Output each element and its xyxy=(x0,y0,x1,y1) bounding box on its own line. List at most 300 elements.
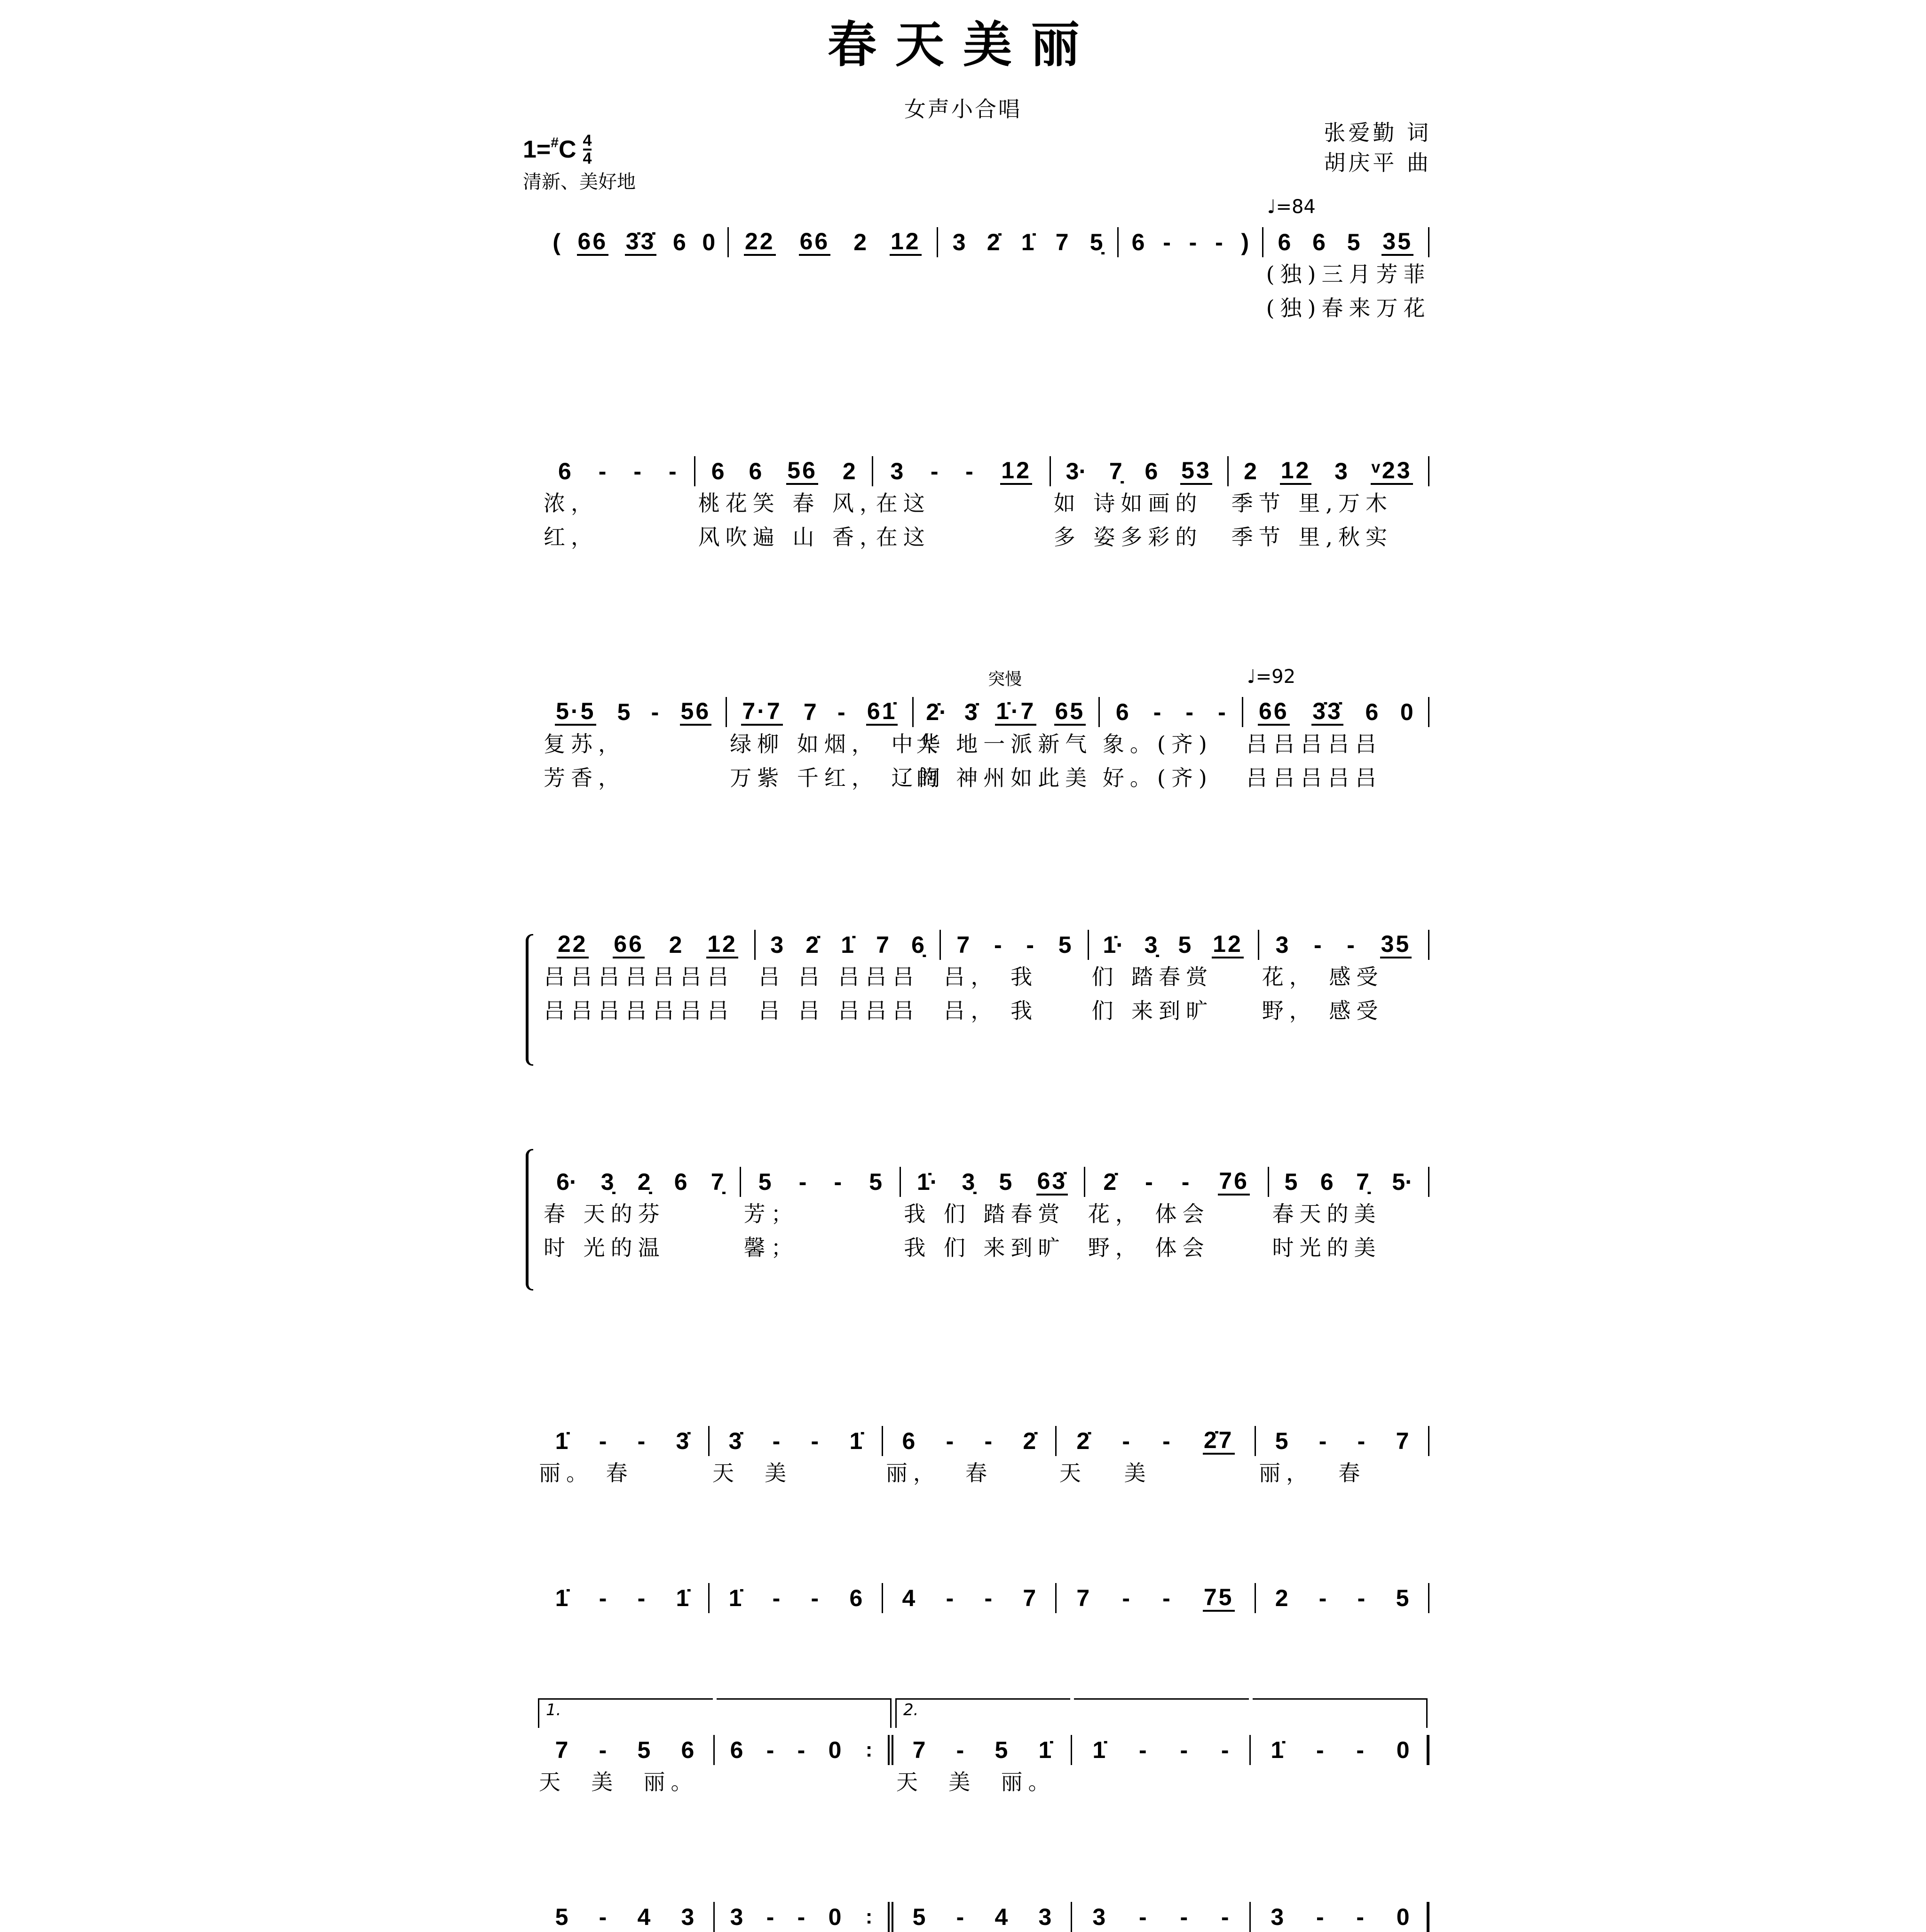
notes-row xyxy=(1251,1735,1429,1765)
notes-row xyxy=(1256,1583,1429,1613)
note: 7 xyxy=(803,699,817,725)
key-signature xyxy=(523,133,592,166)
lyric-verse-1 xyxy=(729,257,939,291)
note: - xyxy=(1153,699,1161,725)
note: 5 xyxy=(1178,932,1192,958)
lyric-verse-1 xyxy=(1251,1765,1429,1799)
measure xyxy=(1057,1426,1256,1490)
lyricist-credit: 张爱勤 词 xyxy=(1324,120,1431,145)
notes-row xyxy=(1119,227,1263,257)
lyric-verse-1: 丽， 春 xyxy=(885,1460,993,1486)
lyric-verse-1: 春 天的芬 xyxy=(544,1201,665,1227)
notes-row xyxy=(1229,456,1429,486)
note: ( xyxy=(553,229,560,255)
note: 6 xyxy=(1365,699,1379,725)
note: - xyxy=(1185,699,1194,725)
note: 66 xyxy=(799,229,831,256)
note: - xyxy=(766,1737,774,1763)
lyric-verse-2: 时 光的温 xyxy=(544,1235,665,1260)
note: 12 xyxy=(1280,458,1312,485)
lyric-verse-2: 们 来到旷 xyxy=(1091,998,1214,1023)
notes-row xyxy=(1089,930,1259,960)
lyric-verse-2: 吕， 我 xyxy=(943,998,1038,1023)
note: 7 xyxy=(1055,229,1069,255)
note: 6 xyxy=(681,1737,695,1763)
measure xyxy=(1256,1583,1429,1613)
note: 1̇ xyxy=(849,1428,863,1454)
note: 3̣ xyxy=(962,1169,975,1195)
measure xyxy=(710,1426,883,1490)
note: - xyxy=(1162,1428,1170,1454)
note: - xyxy=(599,1904,607,1930)
note: 6 xyxy=(902,1428,916,1454)
note: 7 xyxy=(876,932,889,958)
measure xyxy=(893,1701,1072,1799)
time-signature xyxy=(583,133,592,166)
lyric-verse-1 xyxy=(1119,257,1263,291)
measure xyxy=(1263,196,1431,325)
note: 2̇· xyxy=(926,699,947,725)
note: 3 xyxy=(1038,1904,1052,1930)
note: 56 xyxy=(786,458,818,485)
tempo-mark: ♩=92 xyxy=(1247,666,1296,688)
note: 7̣ xyxy=(1356,1169,1369,1195)
notes-row xyxy=(541,930,756,960)
note: - xyxy=(669,458,677,484)
expression-mark: 突慢 xyxy=(988,670,1022,689)
note: ) xyxy=(1241,229,1249,255)
measure xyxy=(741,1167,901,1265)
note: 0 xyxy=(828,1737,842,1763)
note: - xyxy=(1314,932,1322,958)
measure xyxy=(1269,1167,1429,1265)
note: - xyxy=(984,1585,993,1611)
note: - xyxy=(1163,229,1171,255)
note: 3̣ xyxy=(1144,932,1158,958)
lyric-verse-1: 我 们 踏春赏 xyxy=(904,1201,1066,1227)
measure xyxy=(710,1583,883,1613)
note: 61̇ xyxy=(866,698,898,726)
notes-row xyxy=(741,1167,901,1197)
lyric-verse-1: 吕， 我 xyxy=(943,964,1038,990)
lyric-verse-1: 丽， 春 xyxy=(1259,1460,1366,1486)
lyric-verse-2: 好。(齐) xyxy=(1102,765,1213,791)
measure xyxy=(938,227,1119,325)
note: 3̇3̇ xyxy=(1311,698,1343,726)
measure xyxy=(756,930,941,1028)
note: 2 xyxy=(853,229,867,255)
note: 3 xyxy=(681,1904,695,1930)
note: 6 xyxy=(749,458,762,484)
measure xyxy=(914,670,1100,795)
note: 6 xyxy=(1131,229,1145,255)
system-4-part-1 xyxy=(541,930,1429,1028)
note: - xyxy=(599,1737,607,1763)
note: 6· xyxy=(556,1169,577,1195)
notes-row xyxy=(727,697,913,727)
note: 6 xyxy=(1312,229,1326,255)
note: 12 xyxy=(1000,458,1032,485)
measure xyxy=(1251,1735,1429,1799)
note: 1̇ xyxy=(1271,1737,1284,1763)
note: 0 xyxy=(828,1904,842,1930)
note: - xyxy=(598,458,607,484)
note: 3̣ xyxy=(600,1169,614,1195)
lyric-verse-1 xyxy=(541,257,729,291)
note: - xyxy=(1180,1737,1188,1763)
lyric-verse-1: 花， 体会 xyxy=(1088,1201,1210,1227)
note: 1̇ xyxy=(728,1585,742,1611)
note: 1̇ xyxy=(1021,229,1034,255)
notes-row xyxy=(541,1167,741,1197)
system-7-part-1 xyxy=(536,1701,1429,1799)
note: 5 xyxy=(999,1169,1012,1195)
lyric-verse-1: 天 美 丽。 xyxy=(539,1769,698,1795)
note: - xyxy=(599,1585,607,1611)
volta-bracket xyxy=(1253,1698,1428,1728)
measure xyxy=(541,697,727,795)
song-subtitle: 女声小合唱 xyxy=(904,96,1022,122)
note: 3 xyxy=(1334,458,1348,484)
notes-row xyxy=(536,1583,710,1613)
system-brace xyxy=(526,934,533,1066)
composer-credit: 胡庆平 曲 xyxy=(1324,150,1431,175)
notes-row xyxy=(1051,456,1229,486)
note: - xyxy=(637,1585,646,1611)
note: 1̇ xyxy=(555,1585,568,1611)
note: - xyxy=(811,1428,819,1454)
expression-mark: 清新、美好地 xyxy=(523,171,636,193)
measure xyxy=(715,1735,893,1799)
note: 2 xyxy=(842,458,856,484)
note: 5 xyxy=(637,1737,651,1763)
note: 7 xyxy=(956,932,970,958)
notes-row xyxy=(883,1426,1057,1456)
measure xyxy=(1229,456,1429,554)
note: 5 xyxy=(1396,1585,1409,1611)
note: - xyxy=(633,458,642,484)
measure xyxy=(941,930,1089,1028)
system-6-part-2 xyxy=(536,1583,1429,1613)
note: - xyxy=(1122,1428,1130,1454)
note: - xyxy=(1318,1585,1327,1611)
volta-bracket xyxy=(538,1698,713,1728)
measure xyxy=(1256,1426,1429,1490)
volta-bracket xyxy=(1074,1698,1249,1728)
note: 4 xyxy=(637,1904,651,1930)
note: 6 xyxy=(1278,229,1291,255)
system-3-part-1 xyxy=(541,666,1429,795)
note: 7 xyxy=(912,1737,926,1763)
note: 3 xyxy=(1092,1904,1106,1930)
note: 3 xyxy=(730,1904,743,1930)
note: 65 xyxy=(1054,698,1086,726)
note: - xyxy=(1356,1904,1365,1930)
note: - xyxy=(1139,1904,1147,1930)
lyric-verse-1: 绿柳 如烟， 中华 xyxy=(730,731,946,757)
measure xyxy=(727,697,946,795)
lyric-verse-1 xyxy=(938,257,1119,291)
note: - xyxy=(1357,1428,1366,1454)
note: - xyxy=(1347,932,1355,958)
lyric-verse-2 xyxy=(938,291,1119,325)
note: - xyxy=(1122,1585,1130,1611)
lyric-verse-1: 芳； xyxy=(743,1201,798,1227)
note: - xyxy=(956,1737,964,1763)
note: 5 xyxy=(758,1169,772,1195)
notes-row xyxy=(715,1902,893,1932)
lyric-verse-2: 吕吕吕吕吕吕吕 xyxy=(544,998,734,1023)
note: - xyxy=(651,699,659,725)
note: 6 xyxy=(849,1585,863,1611)
sharp-sign: # xyxy=(551,135,559,150)
volta-bracket xyxy=(717,1698,892,1728)
note: - xyxy=(798,1169,807,1195)
measure xyxy=(1051,456,1229,554)
note: 63̇ xyxy=(1036,1168,1068,1196)
notes-row xyxy=(710,1583,883,1613)
note: 1̇ xyxy=(1038,1737,1052,1763)
notes-row xyxy=(901,1167,1085,1197)
measure xyxy=(536,1583,710,1613)
note: 2̇ xyxy=(1076,1428,1090,1454)
measure xyxy=(883,1426,1057,1490)
measure xyxy=(1057,1583,1256,1613)
note: - xyxy=(1357,1585,1366,1611)
note: 22 xyxy=(557,931,589,958)
note: - xyxy=(1162,1585,1170,1611)
lyric-verse-1: 大 地一派新气 xyxy=(916,731,1093,757)
note: 12 xyxy=(1212,931,1244,958)
time-bottom: 4 xyxy=(583,150,592,167)
volta-label: 1. xyxy=(546,1701,561,1719)
note: - xyxy=(956,1904,964,1930)
note: 22 xyxy=(744,229,776,256)
tempo-mark: ♩=84 xyxy=(1267,196,1316,218)
measure xyxy=(729,227,939,325)
note: 66 xyxy=(1258,698,1290,726)
note: 6 xyxy=(558,458,571,484)
lyric-verse-2 xyxy=(729,291,939,325)
notes-row xyxy=(729,227,939,257)
note: 3 xyxy=(1271,1904,1284,1930)
lyric-verse-2: 风吹遍 山 香， xyxy=(698,524,887,550)
lyric-verse-2: 在这 xyxy=(876,524,931,550)
notes-row xyxy=(873,456,1051,486)
note: 3 xyxy=(1275,932,1289,958)
note: - xyxy=(837,699,845,725)
lyric-verse-2: 野， 感受 xyxy=(1262,998,1384,1023)
lyric-verse-1: (独)三月芳菲 xyxy=(1266,261,1431,287)
lyric-verse-2: 吕吕吕吕吕 xyxy=(1246,765,1382,791)
lyric-verse-2: 我 们 来到旷 xyxy=(904,1235,1066,1260)
note: - xyxy=(1356,1737,1365,1763)
lyric-verse-1: 浓， xyxy=(544,491,598,516)
measure xyxy=(1243,666,1429,795)
note: - xyxy=(599,1428,607,1454)
measure xyxy=(1072,1902,1251,1932)
notes-row xyxy=(1085,1167,1270,1197)
notes-row xyxy=(1256,1426,1429,1456)
time-top: 4 xyxy=(583,132,592,150)
note: 2̣ xyxy=(637,1169,651,1195)
lyric-verse-1: 在这 xyxy=(876,491,931,516)
lyric-verse-2: 吕 吕 吕吕吕 xyxy=(758,998,920,1023)
notes-row xyxy=(541,456,695,486)
note: - xyxy=(1145,1169,1153,1195)
note: 6 xyxy=(1145,458,1158,484)
note: 7 xyxy=(1396,1428,1409,1454)
note: 0 xyxy=(1396,1737,1410,1763)
note: 0 xyxy=(702,229,716,255)
note: 53 xyxy=(1180,458,1212,485)
note: 7̣ xyxy=(710,1169,724,1195)
lyric-verse-2: 野， 体会 xyxy=(1088,1235,1210,1260)
system-7-part-2 xyxy=(536,1902,1429,1932)
notes-row xyxy=(715,1735,893,1765)
lyric-verse-1: 们 踏春赏 xyxy=(1091,964,1214,990)
note: - xyxy=(1316,1904,1324,1930)
notes-row xyxy=(893,1902,1072,1932)
note: 0 xyxy=(1400,699,1413,725)
song-title: 春天美丽 xyxy=(827,16,1098,73)
note: 0 xyxy=(1396,1904,1410,1930)
measure xyxy=(541,456,695,554)
measure xyxy=(536,1426,710,1490)
lyric-verse-1: 天 美 丽。 xyxy=(896,1769,1056,1795)
lyric-verse-2: 多 姿多彩的 xyxy=(1053,524,1203,550)
note: 1̇ xyxy=(555,1428,568,1454)
note: 1̇·7 xyxy=(995,698,1036,726)
notes-row xyxy=(1057,1583,1256,1613)
note: 12 xyxy=(890,229,922,256)
note: 2̇ xyxy=(1103,1169,1117,1195)
notes-row xyxy=(883,1583,1057,1613)
note: - xyxy=(965,458,973,484)
volta-bracket xyxy=(895,1698,1070,1728)
measure xyxy=(536,1902,715,1932)
note: 6 xyxy=(711,458,725,484)
measure xyxy=(695,456,887,554)
note: 7 xyxy=(1023,1585,1036,1611)
note: 2̇ xyxy=(805,932,819,958)
measure xyxy=(1072,1735,1251,1799)
note: 6 xyxy=(672,229,686,255)
note: 1̇· xyxy=(916,1169,938,1195)
note: 2̇7 xyxy=(1203,1427,1235,1455)
note: 4 xyxy=(995,1904,1008,1930)
note: 3 xyxy=(890,458,904,484)
measure xyxy=(873,456,1051,554)
note: 3· xyxy=(1066,458,1087,484)
note: - xyxy=(946,1428,954,1454)
lyric-verse-2 xyxy=(541,291,729,325)
note: - xyxy=(637,1428,646,1454)
volta-label: 2. xyxy=(903,1701,919,1719)
note: 5 xyxy=(1284,1169,1298,1195)
note: 7 xyxy=(555,1737,568,1763)
note: 3̇3̇ xyxy=(625,229,657,256)
note: 3̇ xyxy=(964,699,978,725)
measure xyxy=(1100,697,1243,795)
notes-row xyxy=(1072,1735,1251,1765)
notes-row xyxy=(1259,930,1429,960)
measure xyxy=(536,1701,715,1799)
notes-row xyxy=(536,1902,715,1932)
note: 1̇ xyxy=(1092,1737,1106,1763)
note: 5̣ xyxy=(1089,229,1103,255)
system-5-part-1 xyxy=(541,1167,1429,1265)
note: 7̣ xyxy=(1109,458,1122,484)
note: 3̇ xyxy=(676,1428,689,1454)
lyric-verse-1: 天 美 xyxy=(1059,1460,1152,1486)
note: 6 xyxy=(1320,1169,1334,1195)
lyric-verse-1: 如 诗如画的 xyxy=(1053,491,1203,516)
notes-row xyxy=(1269,1167,1429,1197)
note: - xyxy=(1316,1737,1324,1763)
note: - xyxy=(1221,1737,1229,1763)
note: 2̇ xyxy=(987,229,1000,255)
lyric-verse-2: 的 神州如此美 xyxy=(916,765,1093,791)
measure xyxy=(901,1167,1085,1265)
note: 35 xyxy=(1380,931,1412,958)
note: 7·7 xyxy=(741,698,782,726)
note: 3̇ xyxy=(728,1428,742,1454)
notes-row xyxy=(1057,1426,1256,1456)
note: - xyxy=(766,1904,774,1930)
note: - xyxy=(994,932,1002,958)
note: - xyxy=(1189,229,1197,255)
lyric-verse-1: 吕吕吕吕吕吕吕 xyxy=(544,964,734,990)
note: - xyxy=(930,458,939,484)
notes-row xyxy=(541,227,729,257)
notes-row xyxy=(893,1735,1072,1765)
note: 1̇ xyxy=(841,932,854,958)
note: 12 xyxy=(706,931,738,958)
notes-row xyxy=(710,1426,883,1456)
lyric-verse-1: 丽。 春 xyxy=(539,1460,633,1486)
measure xyxy=(1119,227,1263,325)
measure xyxy=(1089,930,1259,1028)
note: 2 xyxy=(1244,458,1257,484)
notes-row xyxy=(1243,697,1429,727)
lyric-verse-1: 季节 里,万木 xyxy=(1231,491,1393,516)
note: 6̣ xyxy=(911,932,924,958)
note: - xyxy=(1218,699,1226,725)
note: - xyxy=(1026,932,1034,958)
measure xyxy=(1085,1167,1270,1265)
note: - xyxy=(1181,1169,1190,1195)
note: 3 xyxy=(952,229,966,255)
note: 1̇ xyxy=(676,1585,689,1611)
lyric-verse-2: (独)春来万花 xyxy=(1266,295,1431,321)
note: - xyxy=(1215,229,1223,255)
note: - xyxy=(984,1428,993,1454)
note: 6 xyxy=(1115,699,1129,725)
note: - xyxy=(834,1169,842,1195)
note: 4 xyxy=(902,1585,916,1611)
notes-row xyxy=(1072,1902,1251,1932)
note: - xyxy=(797,1737,805,1763)
note: 66 xyxy=(613,931,645,958)
note: 5 xyxy=(995,1737,1008,1763)
notes-row xyxy=(1100,697,1243,727)
notes-row xyxy=(695,456,873,486)
lyric-verse-1 xyxy=(715,1765,893,1799)
note: 2̇ xyxy=(1023,1428,1036,1454)
measure xyxy=(1259,930,1429,1028)
key-label: 1= xyxy=(523,136,551,163)
